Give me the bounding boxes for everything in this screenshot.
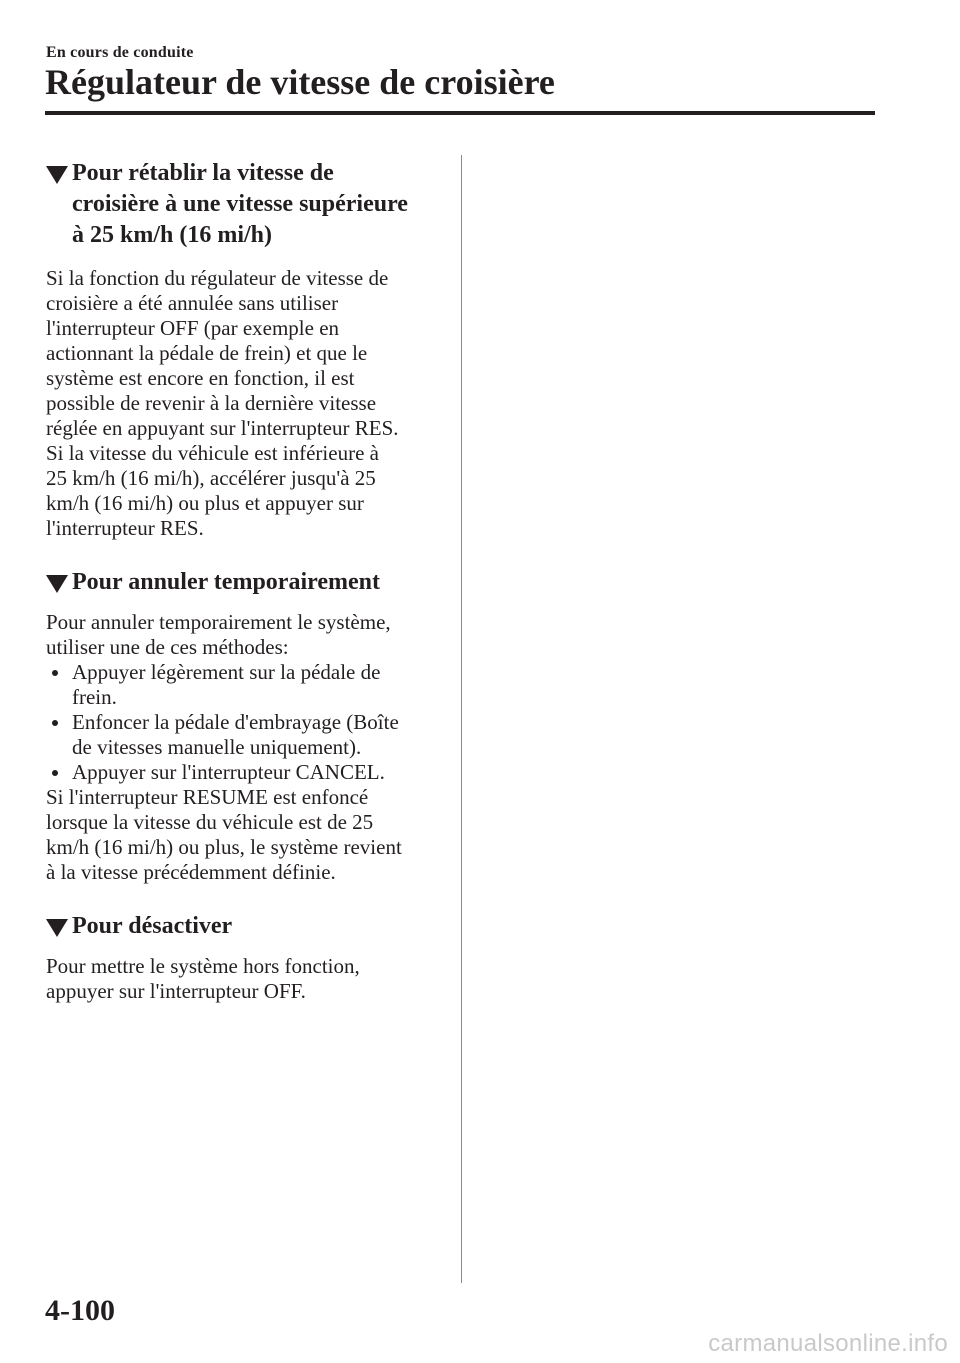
body-line: possible de revenir à la dernière vitesse [46,391,377,415]
heading-line: Pour rétablir la vitesse de [72,160,334,186]
body-line: utiliser une de ces méthodes: [46,635,289,659]
body-line: réglée en appuyant sur l'interrupteur RES. [46,416,399,440]
body-line: système est encore en fonction, il est [46,366,355,390]
body-line: km/h (16 mi/h) ou plus, le système revient [46,835,402,859]
bullet-line: Enfoncer la pédale d'embrayage (Boîte [72,710,399,734]
left-column [46,158,446,1004]
section-retablir [46,158,446,541]
body-line: Pour mettre le système hors fonction, [46,954,360,978]
body-line: à la vitesse précédemment définie. [46,860,336,884]
bullet-line: Appuyer sur l'interrupteur CANCEL. [72,760,385,784]
body-line: lorsque la vitesse du véhicule est de 25 [46,810,374,834]
triangle-bullet-icon [46,919,68,937]
body-line: croisière a été annulée sans utiliser [46,291,339,315]
bullet-dot-icon [52,670,58,676]
section-heading [46,911,446,942]
page-title: Régulateur de vitesse de croisière [45,62,555,102]
list-item [46,760,446,785]
body-line: Si la fonction du régulateur de vitesse de [46,266,389,290]
section-desactiver [46,911,446,1004]
heading-line: à 25 km/h (16 mi/h) [72,222,273,248]
bullet-line: de vitesses manuelle uniquement). [72,735,362,759]
heading-line: Pour désactiver [72,913,233,939]
section-body [46,266,446,541]
section-annuler [46,567,446,885]
heading-line: croisière à une vitesse supérieure [72,191,408,217]
body-line: Si l'interrupteur RESUME est enfoncé [46,785,369,809]
list-item [46,660,446,710]
bullet-dot-icon [52,770,58,776]
body-line: Pour annuler temporairement le système, [46,610,391,634]
body-line: km/h (16 mi/h) ou plus et appuyer sur [46,491,364,515]
section-heading [46,567,446,598]
heading-line: Pour annuler temporairement [72,569,380,595]
chapter-label: En cours de conduite [46,44,194,61]
watermark: carmanualsonline.info [708,1330,948,1357]
body-line: l'interrupteur RES. [46,516,204,540]
after-paragraph [46,785,446,885]
bullet-line: frein. [72,685,117,709]
bullet-line: Appuyer légèrement sur la pédale de [72,660,381,684]
section-body [46,954,446,1004]
section-body [46,610,446,885]
title-rule [45,111,875,115]
body-line: appuyer sur l'interrupteur OFF. [46,979,306,1003]
list-item [46,710,446,760]
intro-paragraph [46,610,446,660]
bullet-dot-icon [52,720,58,726]
body-line: 25 km/h (16 mi/h), accélérer jusqu'à 25 [46,466,376,490]
body-line: actionnant la pédale de frein) et que le [46,341,368,365]
page-number: 4-100 [45,1294,115,1327]
method-list [46,660,446,785]
section-heading [46,158,446,251]
triangle-bullet-icon [46,166,68,184]
column-divider [461,155,462,1283]
body-line: Si la vitesse du véhicule est inférieure à [46,441,379,465]
triangle-bullet-icon [46,575,68,593]
body-line: l'interrupteur OFF (par exemple en [46,316,340,340]
